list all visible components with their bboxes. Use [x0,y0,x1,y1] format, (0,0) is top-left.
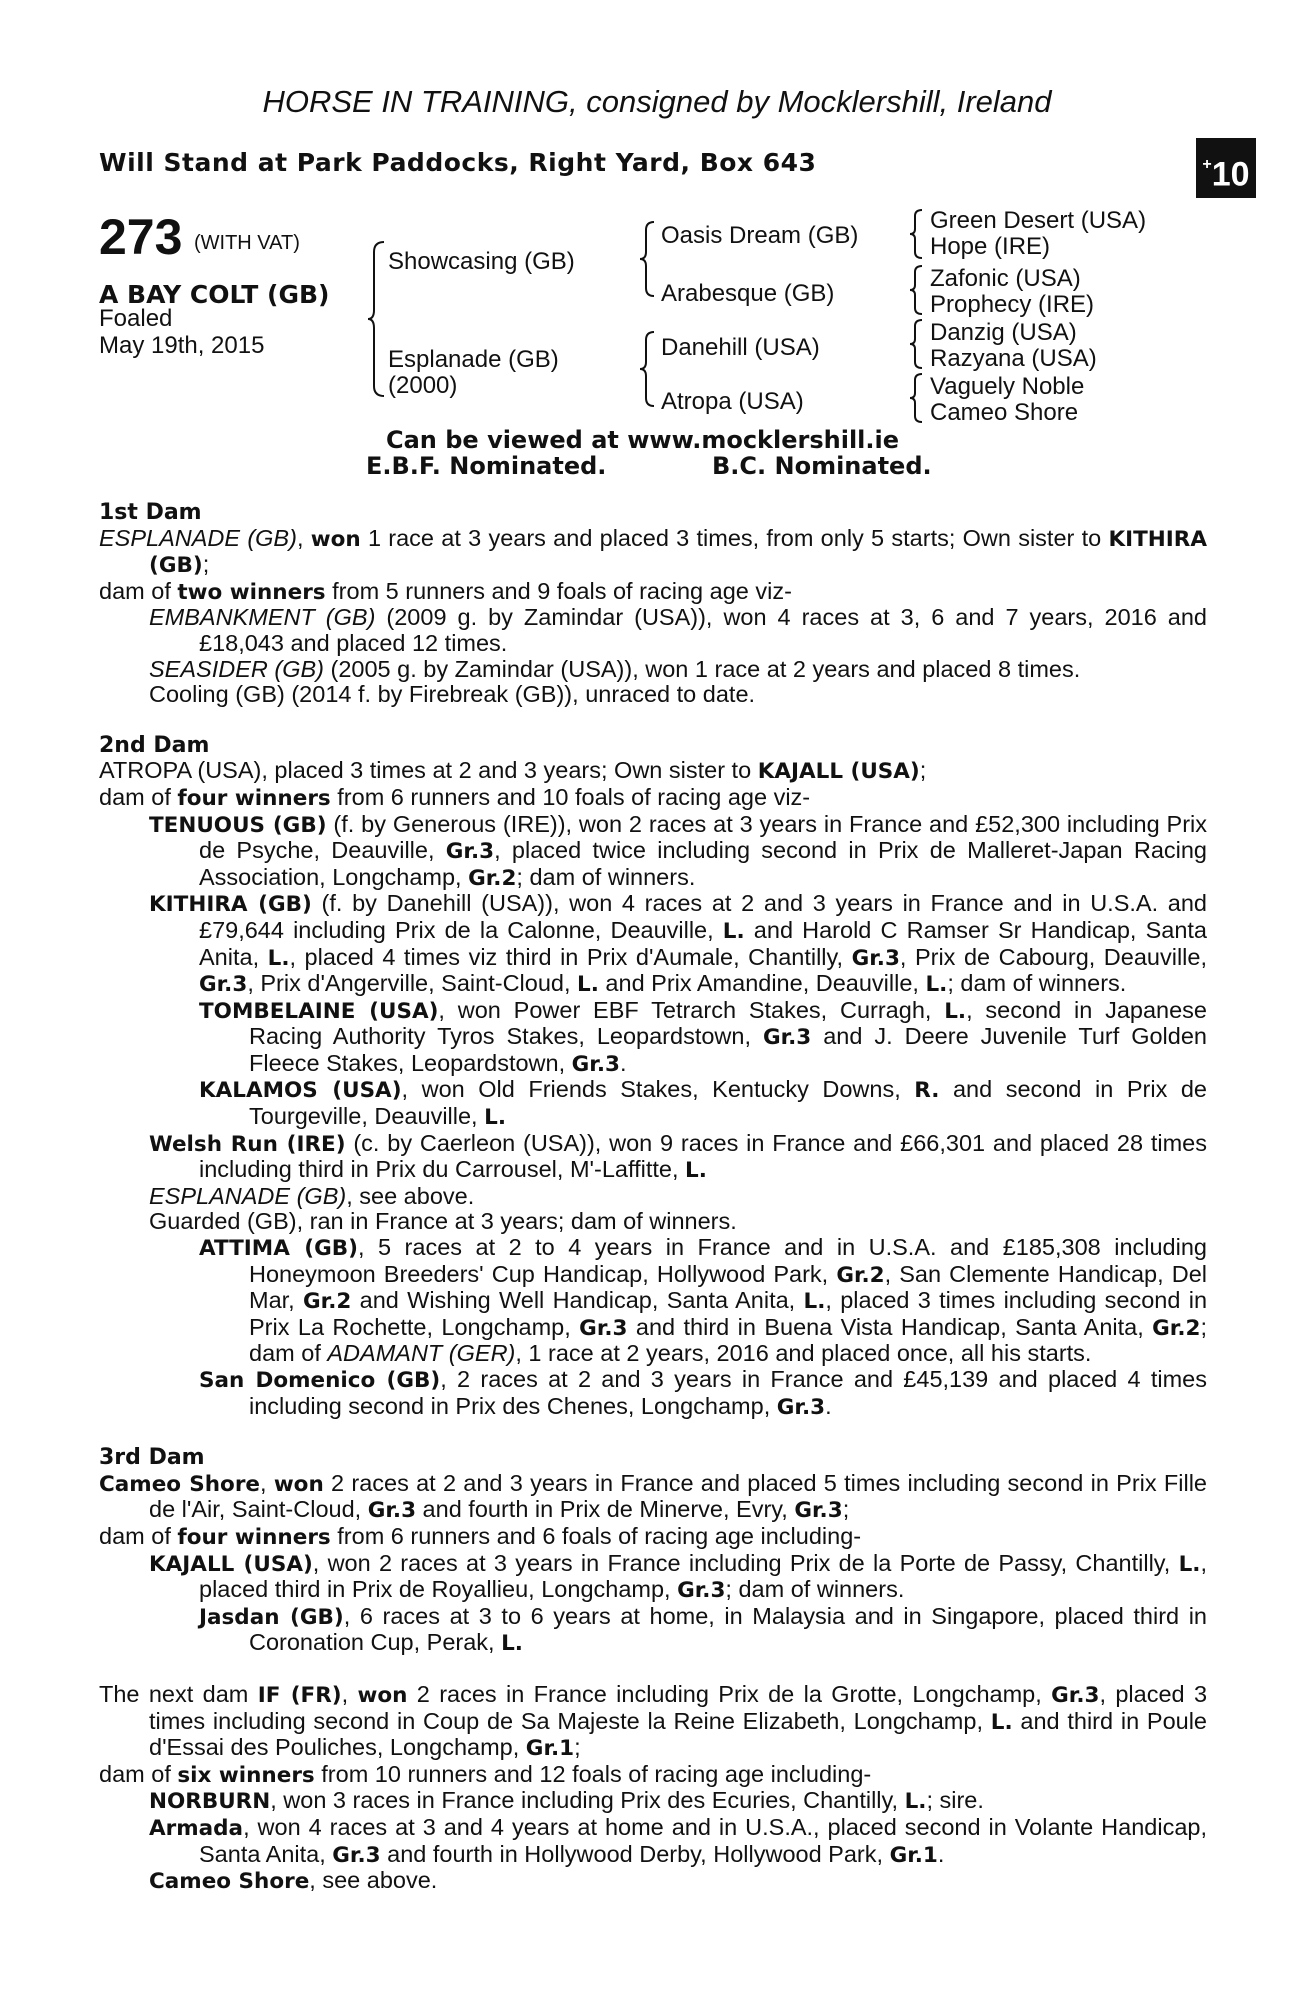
produce-item: NORBURN, won 3 races in France including Prix des Ecuries, Chantilly, L.; sire. [149,1787,984,1815]
badge-plus: + [1202,156,1212,173]
third-dam-entry: Cameo Shore, won 2 races at 2 and 3 years in France and placed 5 times including second in Prix Fille de l'Air, Saint-Cloud, Gr.3 and fourth in Prix de Minerve, Evry, Gr.3; [99,1469,1207,1524]
pedigree-brace-dam [638,330,656,408]
pedigree-g3: Zafonic (USA) [930,265,1081,292]
ebf-nominated: E.B.F. Nominated. [366,452,607,480]
pedigree-brace-g2 [908,264,924,316]
produce-item: Armada, won 4 races at 3 and 4 years at home and in U.S.A., placed second in Volante Handicap, Santa Anita, Gr.3 and fourth in Hollywood Derby, Hollywood Park, Gr.1. [149,1813,1207,1868]
pedigree-g8: Cameo Shore [930,399,1079,426]
produce-item: TENUOUS (GB) (f. by Generous (IRE)), won 2 races at 3 years in France and £52,300 including Prix de Psyche, Deauville, Gr.3, placed twice including second in Prix de Malleret-Japan Racing Association, Longchamp, Gr.2; dam of winners. [149,810,1207,891]
foaled-label: Foaled [99,305,173,332]
pedigree-dam: Esplanade (GB) [388,346,559,373]
horse-description: A BAY COLT (GB) [99,280,330,309]
produce-item: KAJALL (USA), won 2 races at 3 years in France including Prix de la Porte de Passy, Chantilly, L., placed third in Prix de Royallieu, Longchamp, Gr.3; dam of winners. [149,1549,1207,1604]
pedigree-dam-dam: Atropa (USA) [661,388,804,415]
foaled-date: May 19th, 2015 [99,332,265,359]
third-dam-heading: 3rd Dam [99,1445,205,1471]
produce-item: Welsh Run (IRE) (c. by Caerleon (USA)), won 9 races in France and £66,301 and placed 28 times including third in Prix du Carrousel, M'-Laffitte, L. [149,1129,1207,1184]
pedigree-g2: Hope (IRE) [930,233,1051,260]
bc-nominated: B.C. Nominated. [712,452,932,480]
first-dam-entry: ESPLANADE (GB), won 1 race at 3 years and placed 3 times, from only 5 starts; Own sister to KITHIRA (GB); [99,524,1207,579]
first-dam-produce-summary: dam of two winners from 5 runners and 9 foals of racing age viz- [99,577,792,605]
pedigree-sire-dam: Arabesque (GB) [661,280,835,307]
pedigree-brace-sire [638,220,656,298]
produce-item: TOMBELAINE (USA), won Power EBF Tetrarch Stakes, Curragh, L., second in Japanese Racing Authority Tyros Stakes, Leopardstown, Gr.3 and J. Deere Juvenile Turf Golden Fleece Stakes, Leopardstown, Gr.3. [199,996,1207,1077]
produce-item: Cameo Shore, see above. [149,1867,438,1895]
produce-item: Guarded (GB), ran in France at 3 years; dam of winners. [149,1208,737,1235]
produce-item: Cooling (GB) (2014 f. by Firebreak (GB)), unraced to date. [149,681,756,708]
produce-item: Jasdan (GB), 6 races at 3 to 6 years at home, in Malaysia and in Singapore, placed third in Coronation Cup, Perak, L. [199,1602,1207,1657]
page-title: HORSE IN TRAINING, consigned by Mocklershill, Ireland [262,84,1052,119]
badge-value: 10 [1211,155,1250,194]
pedigree-dam-year: (2000) [388,372,458,399]
pedigree-sire: Showcasing (GB) [388,248,575,275]
pedigree-brace-g3 [908,318,924,370]
second-dam-produce-summary: dam of four winners from 6 runners and 10 foals of racing age viz- [99,783,811,811]
next-dam-produce-summary: dam of six winners from 10 runners and 12 foals of racing age including- [99,1760,872,1788]
produce-item: KITHIRA (GB) (f. by Danehill (USA)), won 4 races at 2 and 3 years in France and in U.S.A. and £79,644 including Prix de la Calonne, Deauville, L. and Harold C Ramser Sr Handicap, Santa Anita, L., placed 4 times viz third in Prix d'Aumale, Chantilly, Gr.3, Prix de Cabourg, Deauville, Gr.3, Prix d'Angerville, Saint-Cloud, L. and Prix Amandine, Deauville, L.; dam of winners. [149,890,1208,998]
lot-vat: (WITH VAT) [194,232,300,254]
produce-item: KALAMOS (USA), won Old Friends Stakes, Kentucky Downs, R. and second in Prix de Tourgeville, Deauville, L. [199,1076,1207,1131]
pedigree-g1: Green Desert (USA) [930,207,1147,234]
pedigree-brace-g4 [908,372,924,424]
produce-item: ESPLANADE (GB), see above. [149,1182,475,1209]
view-online-note: Can be viewed at www.mocklershill.ie [386,426,900,454]
next-dam-entry: The next dam IF (FR), won 2 races in France including Prix de la Grotte, Longchamp, Gr.3, placed 3 times including second in Coup de Sa Majeste la Reine Elizabeth, Longchamp, L. and third in Poule d'Essai des Pouliches, Longchamp, Gr.1; [99,1680,1208,1762]
produce-item: EMBANKMENT (GB) (2009 g. by Zamindar (USA)), won 4 races at 3, 6 and 7 years, 2016 and £18,043 and placed 12 times. [149,604,1207,656]
age-badge [1196,138,1256,198]
produce-item: SEASIDER (GB) (2005 g. by Zamindar (USA)), won 1 race at 2 years and placed 8 times. [149,655,1081,682]
pedigree-g7: Vaguely Noble [930,373,1085,400]
stand-location: Will Stand at Park Paddocks, Right Yard, Box 643 [99,148,817,177]
pedigree-sire-sire: Oasis Dream (GB) [661,222,859,249]
first-dam-heading: 1st Dam [99,500,202,525]
lot-number: 273 [99,209,183,265]
pedigree-g5: Danzig (USA) [930,319,1077,346]
pedigree-brace-g1 [908,208,924,260]
catalogue-body [99,500,1207,1895]
pedigree-dam-sire: Danehill (USA) [661,334,820,361]
second-dam-entry: ATROPA (USA), placed 3 times at 2 and 3 years; Own sister to KAJALL (USA); [99,757,927,785]
second-dam-heading: 2nd Dam [99,732,210,758]
pedigree-brace-main [366,240,386,398]
pedigree-g4: Prophecy (IRE) [930,291,1095,318]
produce-item: ATTIMA (GB), 5 races at 2 to 4 years in France and in U.S.A. and £185,308 including Honeymoon Breeders' Cup Handicap, Hollywood Park, Gr.2, San Clemente Handicap, Del Mar, Gr.2 and Wishing Well Handicap, Santa Anita, L., placed 3 times including second in Prix La Rochette, Longchamp, Gr.3 and third in Buena Vista Handicap, Santa Anita, Gr.2; dam of ADAMANT (GER), 1 race at 2 years, 2016 and placed once, all his starts. [199,1234,1208,1367]
pedigree-g6: Razyana (USA) [930,345,1097,372]
produce-item: San Domenico (GB), 2 races at 2 and 3 years in France and £45,139 and placed 4 times including second in Prix des Chenes, Longchamp, Gr.3. [199,1366,1208,1420]
third-dam-produce-summary: dam of four winners from 6 runners and 6 foals of racing age including- [99,1522,862,1550]
